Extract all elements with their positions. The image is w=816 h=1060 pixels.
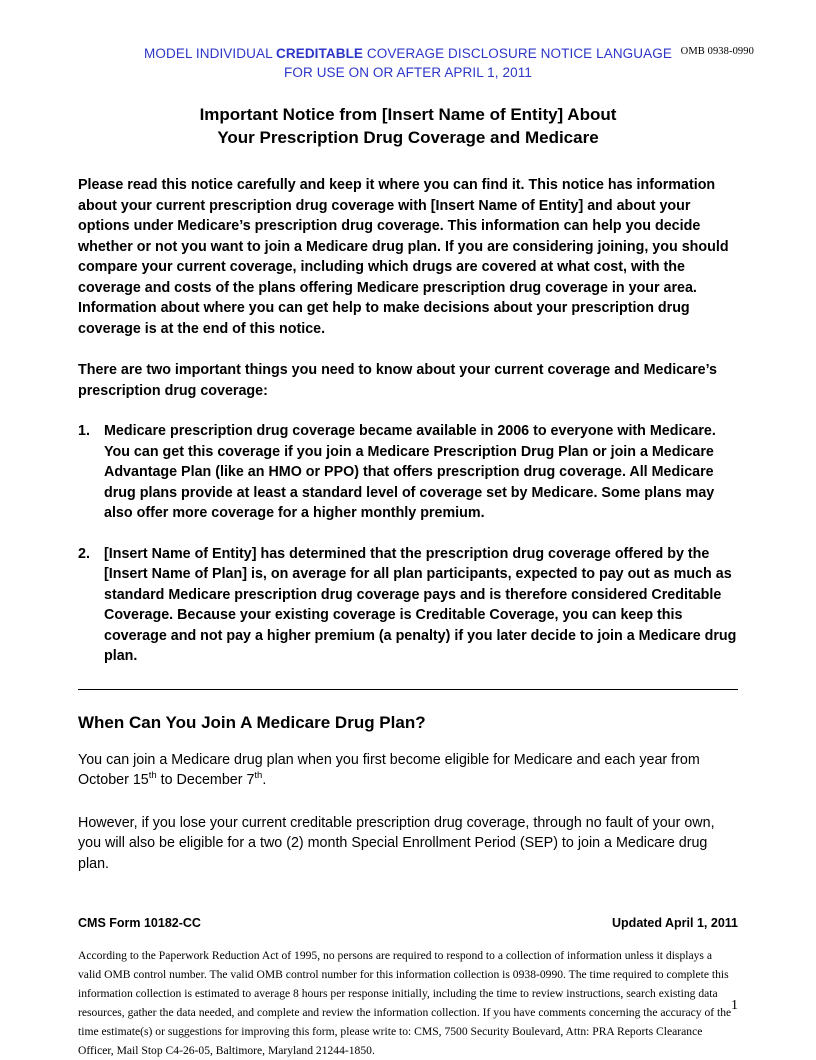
section-paragraph-1-part-1: You can join a Medicare drug plan when you first become eligible for Medicare and each year from October 15 — [78, 751, 700, 788]
header-title-line-2: FOR USE ON OR AFTER APRIL 1, 2011 — [284, 65, 532, 80]
section-paragraph-1 — [78, 750, 738, 791]
page-title-line-1: Important Notice from [Insert Name of Entity] About — [199, 105, 617, 124]
updated-date: Updated April 1, 2011 — [612, 916, 738, 930]
numbered-item — [78, 421, 738, 524]
header-title-suffix: COVERAGE DISCLOSURE NOTICE LANGUAGE — [363, 46, 672, 61]
section-paragraph-1-part-2: to December 7 — [156, 772, 255, 788]
document-header — [78, 44, 754, 82]
ordinal-suffix-december: th — [254, 770, 263, 782]
header-title-emphasis: CREDITABLE — [276, 46, 364, 61]
numbered-item-number: 2. — [78, 545, 90, 562]
paperwork-reduction-act-notice: According to the Paperwork Reduction Act of 1995, no persons are required to respond to a collection of information unless it displays a valid OMB control number. The valid OMB control number for this information collection is 0938-0990. The time required to complete this information collection is estimated to average 8 hours per response initially, including the time to review instructions, search existing data resources, gather the data needed, and complete and review the information collection. If you have comments concerning the accuracy of the time estimate(s) or suggestions for improving this form, please write to: CMS, 7500 Security Boulevard, Attn: PRA Reports Clearance Officer, Mail Stop C4-26-05, Baltimore, Maryland 21244-1850. — [78, 949, 732, 1057]
numbered-item-text: [Insert Name of Entity] has determined that the prescription drug coverage offered by the [Insert Name of Plan] is, on average for all plan participants, expected to pay out as much as standard Medicare prescription drug coverage pays and is therefore considered Creditable Coverage. Because your existing coverage is Creditable Coverage, you can keep this coverage and not pay a higher premium (a penalty) if you later decide to join a Medicare drug plan. — [104, 545, 737, 664]
header-title-line-1 — [78, 44, 738, 63]
form-number: CMS Form 10182-CC — [78, 916, 201, 930]
page-number: 1 — [731, 998, 738, 1013]
ordinal-suffix-october: th — [148, 770, 157, 782]
header-title-prefix: MODEL INDIVIDUAL — [144, 46, 277, 61]
page-title-line-2: Your Prescription Drug Coverage and Medicare — [217, 128, 599, 147]
section-paragraph-2: However, if you lose your current creditable prescription drug coverage, through no fault of your own, you will also be eligible for a two (2) month Special Enrollment Period (SEP) to join a Medicare drug plan. — [78, 814, 715, 872]
section-divider — [78, 689, 738, 690]
numbered-item-number: 1. — [78, 423, 90, 439]
footer-row — [78, 916, 738, 930]
section-heading: When Can You Join A Medicare Drug Plan? — [78, 712, 426, 732]
intro-paragraph: Please read this notice carefully and keep it where you can find it. This notice has information about your current prescription drug coverage with [Insert Name of Entity] and about your options under Medicare’s prescription drug coverage. This information can help you decide whether or not you want to join a Medicare drug plan. If you are considering joining, you should compare your current coverage, including which drugs are covered at what cost, with the coverage and costs of the plans offering Medicare prescription drug coverage in your area. Information about where you can get help to make decisions about your prescription drug coverage is at the end of this notice. — [78, 177, 729, 337]
section-paragraph-1-part-3: . — [262, 772, 267, 788]
omb-control-number: OMB 0938-0990 — [680, 46, 754, 57]
numbered-item-text: Medicare prescription drug coverage became available in 2006 to everyone with Medicare. You can get this coverage if you join a Medicare Prescription Drug Plan or join a Medicare Advantage Plan (like an HMO or PPO) that offers prescription drug coverage. All Medicare drug plans provide at least a standard level of coverage set by Medicare. Some plans may also offer more coverage for a higher monthly premium. — [104, 423, 716, 521]
page-title — [78, 103, 738, 149]
numbered-item — [78, 544, 738, 667]
lead-in-paragraph: There are two important things you need to know about your current coverage and Medicare’s prescription drug coverage: — [78, 362, 717, 399]
